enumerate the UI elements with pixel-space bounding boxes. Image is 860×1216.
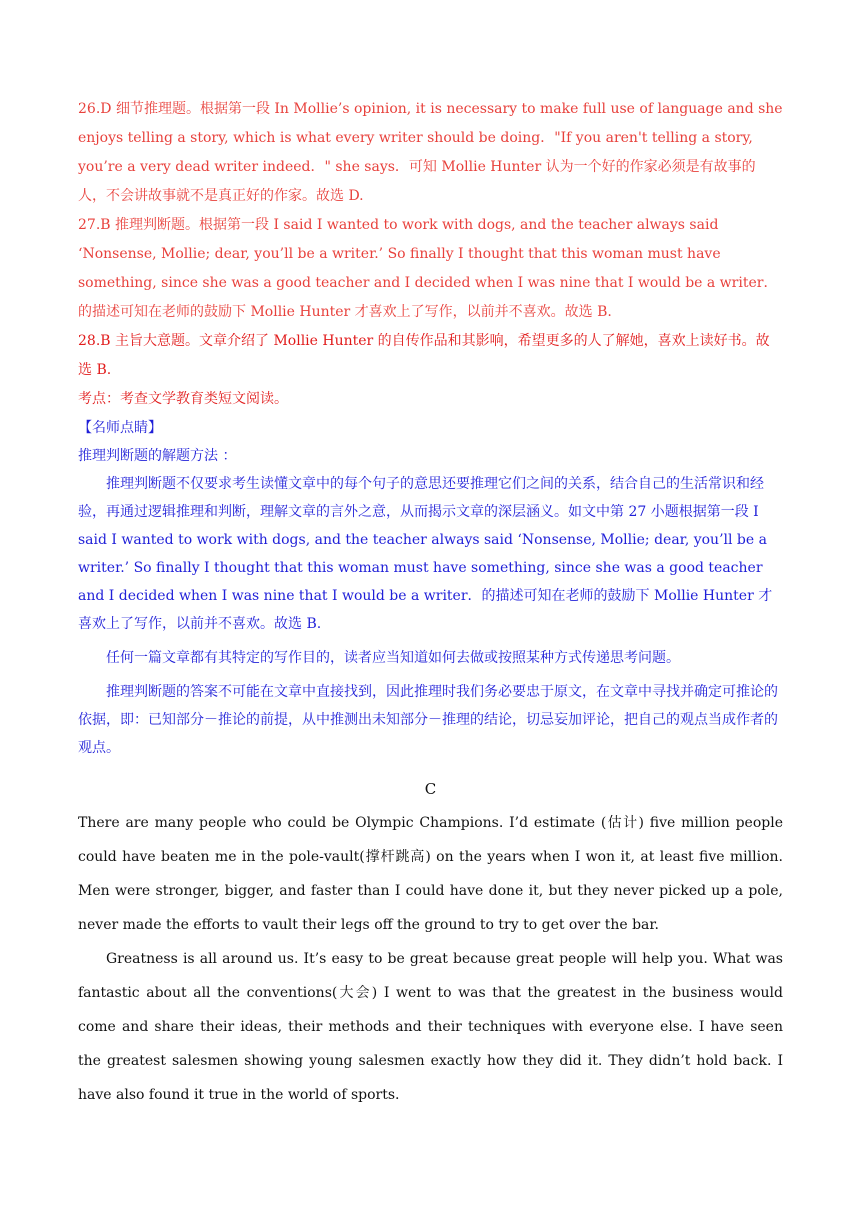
answer-28: 28.B 主旨大意题。文章介绍了 Mollie Hunter 的自传作品和其影响，希望更多的人了解她，喜欢上读好书。故选 B. xyxy=(78,333,770,378)
kaodian-note: 考点：考查文学教育类短文阅读。 xyxy=(78,391,288,407)
answer-27: 27.B 推理判断题。根据第一段 I said I wanted to work with dogs, and the teacher always said ‘Nonsense, Mollie; dear, you’ll be a writer.’ So finally I thought that this woman must have something, since she was a good teacher and I decided when I was nine that I would be a writer．的描述可知在老师的鼓励下 Mollie Hunter 才喜欢上了写作，以前并不喜欢。故选 B. xyxy=(78,217,778,320)
tips-paragraph-3: 推理判断题的答案不可能在文章中直接找到，因此推理时我们务必要忠于原文，在文章中寻找并确定可推论的依据，即：已知部分－推论的前提，从中推测出未知部分－推理的结论，切忌妄加评论，把自己的观点当成作者的观点。 xyxy=(78,684,778,756)
tips-paragraph-1: 推理判断题不仅要求考生读懂文章中的每个句子的意思还要推理它们之间的关系，结合自己的生活常识和经验，再通过逻辑推理和判断，理解文章的言外之意，从而揭示文章的深层涵义。如文中第 27 小题根据第一段 I said I wanted to work with dogs, and the teacher always said ‘Nonsense, Mollie; dear, you’ll be a writer.’ So finally I thought that this woman must have something, since she was a good teacher and I decided when I was nine that I would be a writer．的描述可知在老师的鼓励下 Mollie Hunter 才喜欢上了写作，以前并不喜欢。故选 B. xyxy=(78,476,773,632)
tips-heading: 【名师点睛】 xyxy=(78,420,162,436)
tips-paragraph-2: 任何一篇文章都有其特定的写作目的，读者应当知道如何去做或按照某种方式传递思考问题。 xyxy=(106,650,680,666)
document-page xyxy=(78,95,783,1112)
answer-26: 26.D 细节推理题。根据第一段 In Mollie’s opinion, it is necessary to make full use of language and she enjoys telling a story, which is what every writer should be doing．"If you aren't telling a story, you’re a very dead writer indeed．" she says．可知 Mollie Hunter 认为一个好的作家必须是有故事的人，不会讲故事就不是真正好的作家。故选 D. xyxy=(78,101,783,204)
passage-paragraph-1: There are many people who could be Olympic Champions. I’d estimate (估计) five million people could have beaten me in the pole-vault(撑杆跳高) on the years when I won it, at least five million. Men were stronger, bigger, and faster than I could have done it, but they never picked up a pole, never made the efforts to vault their legs off the ground to try to get over the bar. xyxy=(78,815,783,933)
passage-paragraph-2: Greatness is all around us. It’s easy to be great because great people will help you. What was fantastic about all the conventions(大会) I went to was that the greatest in the business would come and share their ideas, their methods and their techniques with everyone else. I have seen the greatest salesmen showing young salesmen exactly how they did it. They didn’t hold back. I have also found it true in the world of sports. xyxy=(78,951,783,1103)
passage-label: C xyxy=(424,780,437,798)
method-title: 推理判断题的解题方法 ： xyxy=(78,448,237,464)
